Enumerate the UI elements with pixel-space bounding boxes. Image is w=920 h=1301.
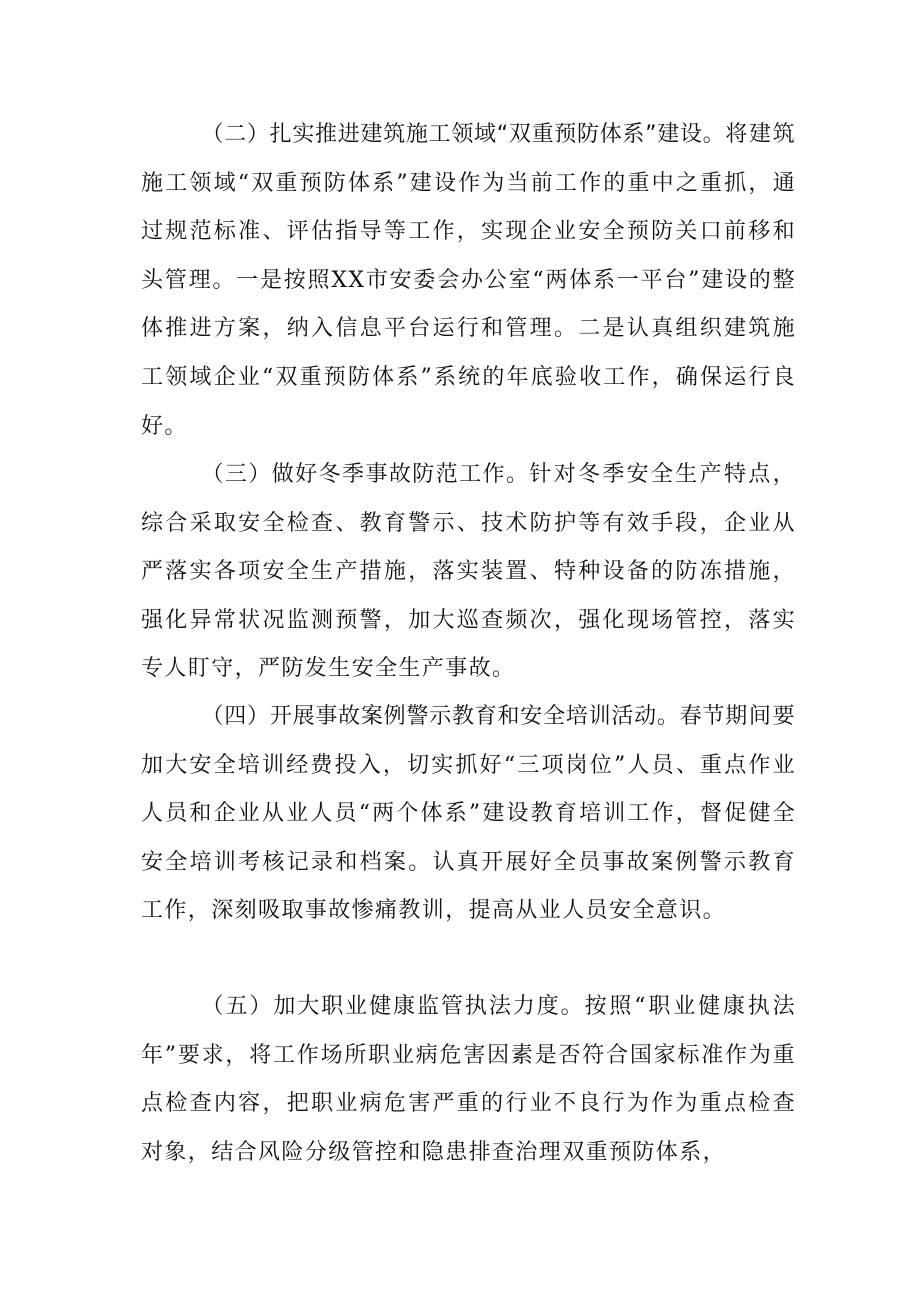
paragraph	[141, 451, 796, 694]
section-2	[141, 111, 796, 451]
section-heading: （二）扎实推进建筑施工领域“双重预防体系”建设。	[201, 122, 726, 147]
section-heading: （三）做好冬季事故防范工作。	[201, 462, 530, 487]
paragraph	[141, 693, 796, 936]
section-body: 针对冬季安全生产特点，综合采取安全检查、教育警示、技术防护等有效手段，企业从严落实各项安全生产措施，落实装置、特种设备的防冻措施，强化异常状况监测预警，加大巡查频次，强化现场管控，落实专人盯守，严防发生安全生产事故。	[141, 462, 796, 682]
section-heading: （五）加大职业健康监管执法力度。	[201, 994, 585, 1019]
section-heading: （四）开展事故案例警示教育和安全培训活动。春节	[201, 704, 726, 729]
section-5	[141, 983, 796, 1177]
section-body: 按照“职业健康执法年”要求，将工作场所职业病危害因素是否符合国家标准作为重点检查内容，把职业病危害严重的行业不良行为作为重点检查对象，结合风险分级管控和隐患排查治理双重预防体系，	[141, 994, 796, 1165]
paragraph	[141, 111, 796, 451]
section-3	[141, 451, 796, 694]
paragraph	[141, 983, 796, 1177]
section-body: 期间要加大安全培训经费投入，切实抓好“三项岗位”人员、重点作业人员和企业从业人员“两个体系”建设教育培训工作，督促健全安全培训考核记录和档案。认真开展好全员事故案例警示教育工作，深刻吸取事故惨痛教训，提高从业人员安全意识。	[141, 704, 796, 924]
section-body: 将建筑施工领域“双重预防体系”建设作为当前工作的重中之重抓，通过规范标准、评估指导等工作，实现企业安全预防关口前移和头管理。一是按照XX市安委会办公室“两体系一平台”建设的整体推进方案，纳入信息平台运行和管理。二是认真组织建筑施工领域企业“双重预防体系”系统的年底验收工作，确保运行良好。	[141, 122, 796, 439]
section-4	[141, 693, 796, 936]
